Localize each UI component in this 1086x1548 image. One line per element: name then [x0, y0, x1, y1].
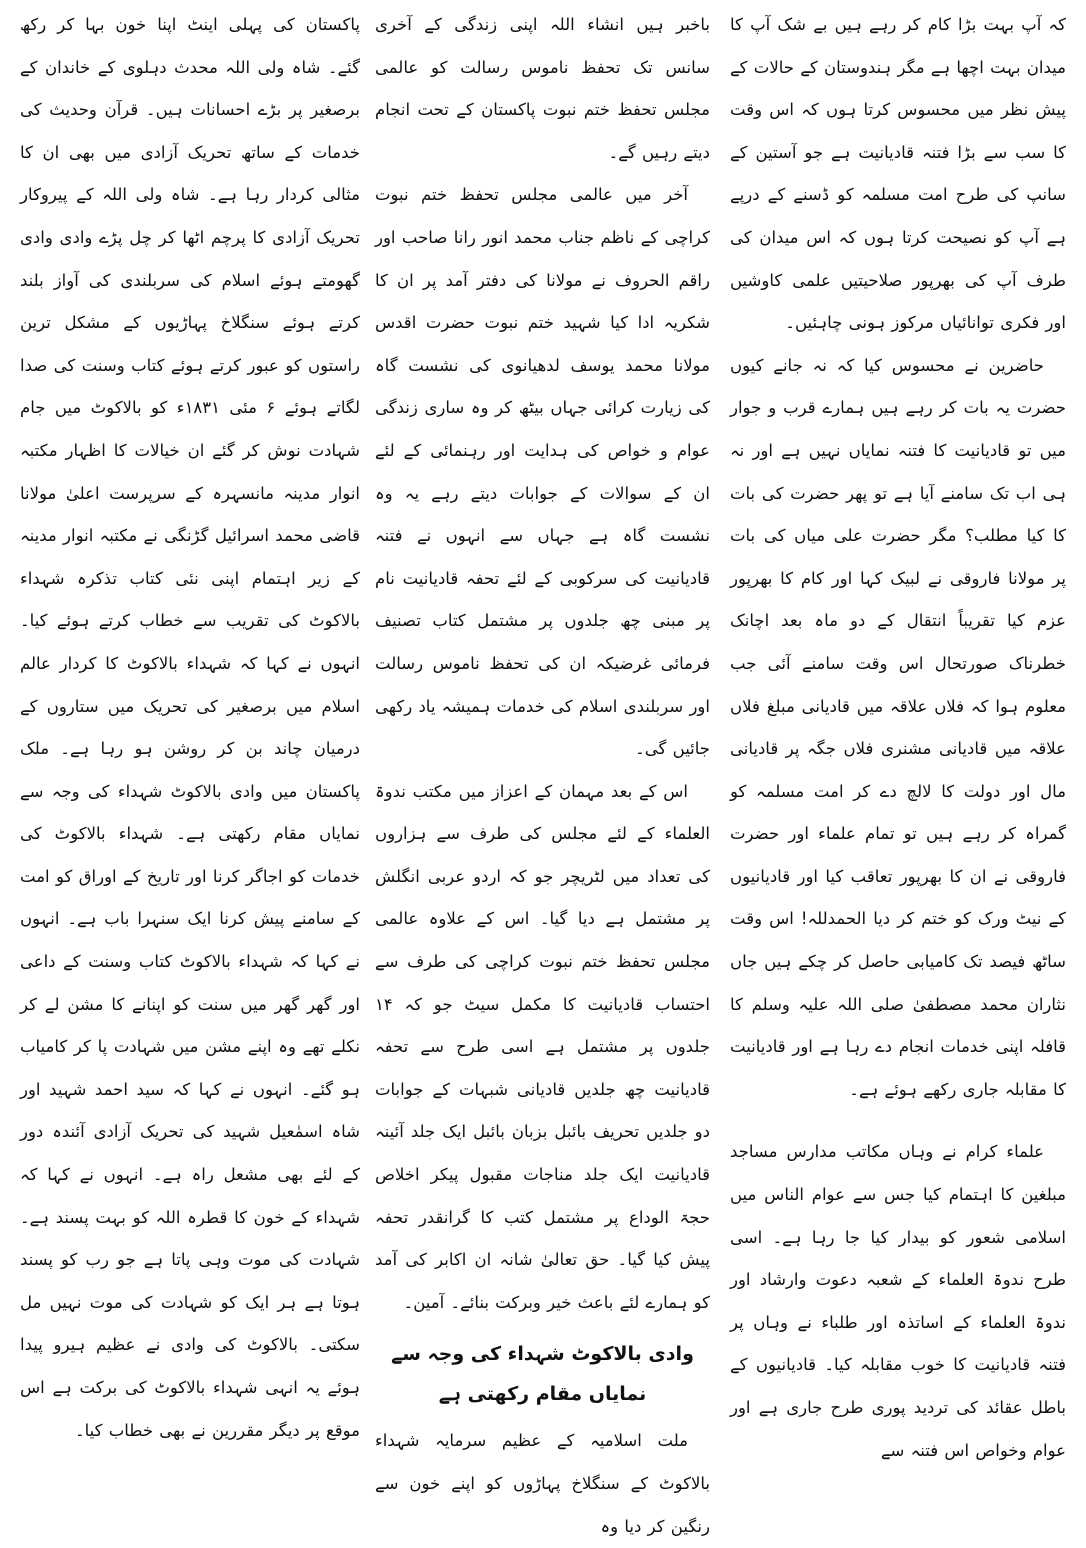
paragraph: کہ آپ بہت بڑا کام کر رہے ہیں بے شک آپ کا میدان بہت اچھا ہے مگر ہندوستان کے حالات کے پیش نظر میں محسوس کرتا ہوں کہ اس وقت کا سب سے بڑا فتنہ قادیانیت ہے جو آستین کے سانپ کی طرح امت مسلمہ کو ڈسنے کے درپے ہے آپ کو نصیحت کرتا ہوں کہ اس میدان کی طرف آپ کی بھرپور صلاحیتیں علمی کاوشیں اور فکری توانائیاں مرکوز ہونی چاہئیں۔ — [730, 15, 1066, 333]
paragraph: علماء کرام نے وہاں مکاتب مدارس مساجد مبلغین کا اہتمام کیا جس سے عوام الناس میں اسلامی شعور کو بیدار کیا جا رہا ہے۔ اسی طرح ندوۃ العلماء کے شعبہ دعوت وارشاد اور ندوۃ العلماء کے اساتذہ اور طلباء نے وہاں پر فتنہ قادیانیت کا خوب مقابلہ کیا۔ قادیانیوں کے باطل عقائد کی تردید پوری طرح جاری ہے اور عوام وخواص اس فتنہ سے — [730, 1142, 1066, 1460]
column-right — [730, 4, 1066, 1460]
paragraph: آخر میں عالمی مجلس تحفظ ختم نبوت کراچی کے ناظم جناب محمد انور رانا صاحب اور راقم الحروف نے مولانا کی دفتر آمد پر ان کا شکریہ ادا کیا شہید ختم نبوت حضرت اقدس مولانا محمد یوسف لدھیانوی کی نشست گاہ کی زیارت کرائی جہاں بیٹھ کر وہ ساری زندگی عوام و خواص کی ہدایت اور رہنمائی کے لئے ان کے سوالات کے جوابات دیتے رہے یہ وہ نشست گاہ ہے جہاں سے انہوں نے فتنہ قادیانیت کی سرکوبی کے لئے تحفہ قادیانیت نام پر مبنی چھ جلدوں پر مشتمل کتاب تصنیف فرمائی غرضیکہ ان کی تحفظ ناموس رسالت اور سربلندی اسلام کی خدمات ہمیشہ یاد رکھی جائیں گی۔ — [375, 185, 710, 759]
paragraph: پاکستان کی پہلی اینٹ اپنا خون بہا کر رکھ گئے۔ شاہ ولی اللہ محدث دہلوی کے خاندان کے برصغیر پر بڑے احسانات ہیں۔ قرآن وحدیث کی خدمات کے ساتھ تحریک آزادی میں بھی ان کا مثالی کردار رہا ہے۔ شاہ ولی اللہ کے پیروکار تحریک آزادی کا پرچم اٹھا کر چل پڑے وادی وادی گھومتے ہوئے اسلام کی سربلندی کی آواز بلند کرتے ہوئے سنگلاخ پہاڑیوں کے مشکل ترین راستوں کو عبور کرتے ہوئے کتاب وسنت کی صدا لگاتے ہوئے ۶ مئی ۱۸۳۱ء کو بالاکوٹ میں جام شہادت نوش کر گئے ان خیالات کا اظہار مکتبہ انوار مدینہ مانسہرہ کے سرپرست اعلیٰ مولانا قاضی محمد اسرائیل گڑنگی نے مکتبہ انوار مدینہ کے زیر اہتمام اپنی نئی کتاب تذکرہ شہداء بالاکوٹ کی تقریب سے خطاب کرتے ہوئے کیا۔ انہوں نے کہا کہ شہداء بالاکوٹ کا کردار عالم اسلام میں برصغیر کی تحریک میں ستاروں کے درمیان چاند بن کر روشن ہو رہا ہے۔ ملک پاکستان میں وادی بالاکوٹ شہداء کی وجہ سے نمایاں مقام رکھتی ہے۔ شہداء بالاکوٹ کی خدمات کو اجاگر کرنا اور تاریخ کے اوراق کو امت کے سامنے پیش کرنا ایک سنہرا باب ہے۔ انہوں نے کہا کہ شہداء بالاکوٹ کتاب وسنت کے داعی اور گھر گھر میں سنت کو اپنانے کا مشن لے کر نکلے تھے وہ اپنے مشن میں شہادت پا کر کامیاب ہو گئے۔ انہوں نے کہا کہ سید احمد شہید اور شاہ اسمٰعیل شہید کی تحریک آزادی آئندہ دور کے لئے بھی مشعل راہ ہے۔ انہوں نے کہا کہ شہداء کے خون کا قطرہ اللہ کو بہت پسند ہے۔ شہادت کی موت وہی پاتا ہے جو رب کو پسند ہوتا ہے ہر ایک کو شہادت کی موت نہیں مل سکتی۔ بالاکوٹ کی وادی نے عظیم ہیرو پیدا ہوئے یہ انہی شہداء بالاکوٹ کی برکت ہے اس موقع پر دیگر مقررین نے بھی خطاب کیا۔ — [20, 15, 361, 1440]
paragraph: اس کے بعد مہمان کے اعزاز میں مکتب ندوۃ العلماء کے لئے مجلس کی طرف سے ہزاروں کی تعداد میں لٹریچر جو کہ اردو عربی انگلش پر مشتمل ہے دیا گیا۔ اس کے علاوہ عالمی مجلس تحفظ ختم نبوت کراچی کی طرف سے احتساب قادیانیت کا مکمل سیٹ جو کہ ۱۴ جلدوں پر مشتمل ہے اسی طرح سے تحفہ قادیانیت چھ جلدیں قادیانی شبہات کے جوابات دو جلدیں تحریف بائبل بزبان بائبل ایک جلد آئینہ قادیانیت ایک جلد مناجات مقبول پیکر اخلاص حجۃ الوداع پر مشتمل کتب کا گرانقدر تحفہ پیش کیا گیا۔ حق تعالیٰ شانہ ان اکابر کی آمد کو ہمارے لئے باعث خیر وبرکت بنائے۔ آمین۔ — [375, 781, 710, 1312]
headline-line: نمایاں مقام رکھتی ہے — [438, 1383, 647, 1406]
column-middle — [375, 4, 710, 1536]
headline-line: وادی بالاکوٹ شہداء کی وجہ سے — [391, 1343, 694, 1366]
paragraph: حاضرین نے محسوس کیا کہ نہ جانے کیوں حضرت یہ بات کر رہے ہیں ہمارے قرب و جوار میں تو قادیانیت کا فتنہ نمایاں نہیں ہے اور نہ ہی اب تک سامنے آیا ہے تو پھر حضرت کی بات کا کیا مطلب؟ مگر حضرت علی میاں کی بات پر مولانا فاروقی نے لبیک کہا اور کام کا بھرپور عزم کیا تقریباً انتقال کے دو ماہ بعد اچانک خطرناک صورتحال اس وقت سامنے آئی جب معلوم ہوا کہ فلاں علاقہ میں قادیانی مبلغ فلاں علاقہ میں قادیانی مشنری فلاں جگہ پر قادیانی مال اور دولت کا لالچ دے کر امت مسلمہ کو گمراہ کر رہے ہیں تو تمام علماء اور حضرت فاروقی نے ان کا بھرپور تعاقب کیا اور قادیانیوں کے نیٹ ورک کو ختم کر دیا الحمدللہ! اس وقت ساٹھ فیصد تک کامیابی حاصل کر چکے ہیں جاں نثاران محمد مصطفیٰ صلی اللہ علیہ وسلم کا قافلہ اپنی خدمات انجام دے رہا ہے اور قادیانیت کا مقابلہ جاری رکھے ہوئے ہے۔ — [730, 355, 1066, 1099]
section-headline — [375, 1334, 710, 1414]
column-left — [20, 4, 361, 1440]
paragraph: ملت اسلامیہ کے عظیم سرمایہ شہداء بالاکوٹ کے سنگلاخ پہاڑوں کو اپنے خون سے رنگین کر دیا وہ — [375, 1431, 710, 1536]
paragraph-gap — [730, 1111, 1066, 1131]
paragraph: باخبر ہیں انشاء اللہ اپنی زندگی کے آخری سانس تک تحفظ ناموس رسالت کو عالمی مجلس تحفظ ختم نبوت پاکستان کے تحت انجام دیتے رہیں گے۔ — [375, 15, 710, 162]
